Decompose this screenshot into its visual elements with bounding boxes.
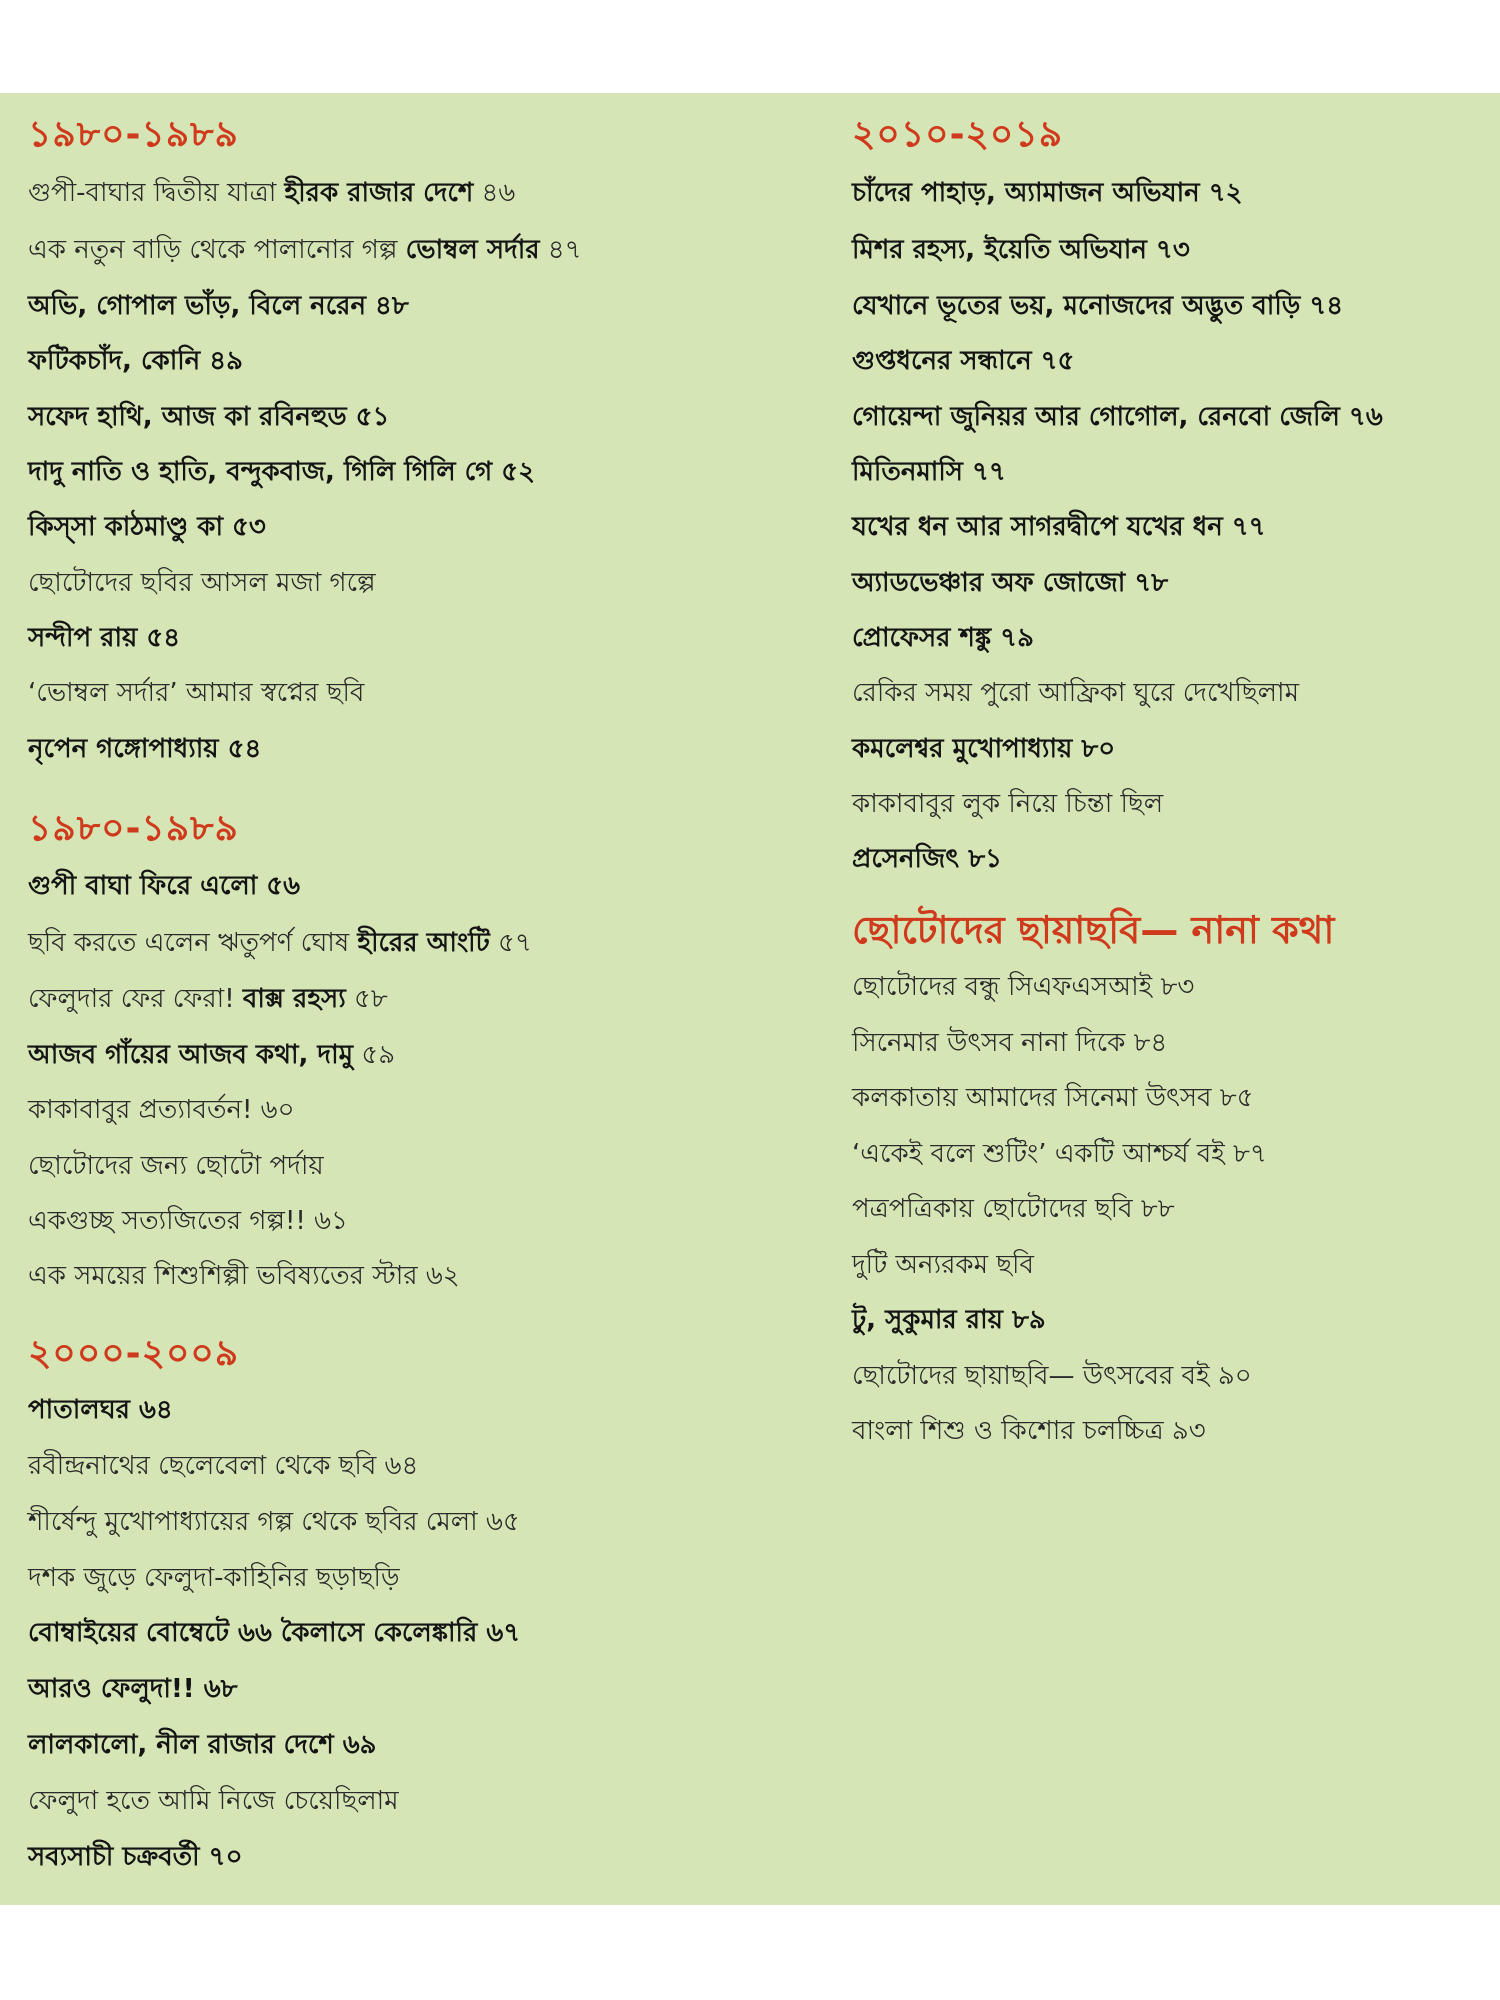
toc-entry: ছোটোদের জন্য ছোটো পর্দায় (28, 1151, 324, 1181)
section-heading: ছোটোদের ছায়াছবি— নানা কথা (852, 908, 1335, 952)
toc-entry: এক সময়ের শিশুশিল্পী ভবিষ্যতের স্টার ৬২ (28, 1261, 460, 1291)
toc-entry: গুপ্তধনের সন্ধানে ৭৫ (852, 346, 1075, 376)
toc-entry: পত্রপত্রিকায় ছোটোদের ছবি ৮৮ (852, 1194, 1175, 1224)
toc-entry: ছোটোদের ছায়াছবি— উৎসবের বই ৯০ (852, 1361, 1252, 1391)
toc-entry: ফেলুদার ফের ফেরা! বাক্স রহস্য ৫৮ (28, 984, 388, 1014)
toc-entry: কিস্সা কাঠমাণ্ডু কা ৫৩ (28, 512, 266, 542)
toc-entry: সফেদ হাথি, আজ কা রবিনহুড ৫১ (28, 402, 390, 432)
toc-entry: আরও ফেলুদা!! ৬৮ (28, 1674, 238, 1704)
toc-entry: চাঁদের পাহাড়, অ্যামাজন অভিযান ৭২ (852, 178, 1243, 208)
toc-entry: যখের ধন আর সাগরদ্বীপে যখের ধন ৭৭ (852, 512, 1266, 542)
toc-entry: ছোটোদের বন্ধু সিএফএসআই ৮৩ (852, 972, 1195, 1002)
toc-entry: এক নতুন বাড়ি থেকে পালানোর গল্প ভোম্বল সর্দার ৪৭ (28, 235, 582, 265)
toc-entry: কলকাতায় আমাদের সিনেমা উৎসব ৮৫ (852, 1083, 1254, 1113)
toc-entry: প্রোফেসর শঙ্কু ৭৯ (852, 623, 1034, 653)
toc-entry: সিনেমার উৎসব নানা দিকে ৮৪ (852, 1028, 1168, 1058)
toc-entry: যেখানে ভূতের ভয়, মনোজদের অদ্ভুত বাড়ি ৭৪ (852, 291, 1344, 321)
toc-entry: বোম্বাইয়ের বোম্বেটে ৬৬ কৈলাসে কেলেঙ্কারি ৬৭ (28, 1618, 521, 1648)
toc-entry: আজব গাঁয়ের আজব কথা, দামু ৫৯ (28, 1040, 396, 1070)
toc-entry: দশক জুড়ে ফেলুদা-কাহিনির ছড়াছড়ি (28, 1563, 400, 1593)
section-heading: ১৯৮০-১৯৮৯ (28, 114, 239, 155)
toc-entry: শীর্ষেন্দু মুখোপাধ্যায়ের গল্প থেকে ছবির মেলা ৬৫ (28, 1507, 520, 1537)
toc-entry: গোয়েন্দা জুনিয়র আর গোগোল, রেনবো জেলি ৭৬ (852, 402, 1383, 432)
toc-entry: পাতালঘর ৬৪ (28, 1395, 173, 1425)
toc-entry: একগুচ্ছ সত্যজিতের গল্প!! ৬১ (28, 1206, 348, 1236)
toc-entry: মিতিনমাসি ৭৭ (852, 457, 1006, 487)
toc-entry: বাংলা শিশু ও কিশোর চলচ্চিত্র ৯৩ (852, 1416, 1206, 1446)
toc-entry: মিশর রহস্য, ইয়েতি অভিযান ৭৩ (852, 235, 1190, 265)
toc-entry: ‘একেই বলে শুটিং’ একটি আশ্চর্য বই ৮৭ (852, 1139, 1267, 1169)
toc-entry: ছবি করতে এলেন ঋতুপর্ণ ঘোষ হীরের আংটি ৫৭ (28, 928, 532, 958)
toc-entry: প্রসেনজিৎ ৮১ (852, 844, 1002, 874)
toc-entry: সব্যসাচী চক্রবর্তী ৭০ (28, 1842, 243, 1872)
toc-entry: গুপী বাঘা ফিরে এলো ৫৬ (28, 871, 301, 901)
section-heading: ১৯৮০-১৯৮৯ (28, 808, 239, 849)
toc-entry: লালকালো, নীল রাজার দেশে ৬৯ (28, 1730, 377, 1760)
toc-entry: অ্যাডভেঞ্চার অফ জোজো ৭৮ (852, 568, 1169, 598)
toc-entry: ফটিকচাঁদ, কোনি ৪৯ (28, 346, 243, 376)
toc-entry: সন্দীপ রায় ৫৪ (28, 623, 181, 653)
contents-page (0, 93, 1500, 1905)
toc-entry: অভি, গোপাল ভাঁড়, বিলে নরেন ৪৮ (28, 291, 409, 321)
section-heading: ২০১০-২০১৯ (852, 114, 1064, 155)
toc-entry: ছোটোদের ছবির আসল মজা গল্পে (28, 568, 376, 598)
toc-entry: দাদু নাতি ও হাতি, বন্দুকবাজ, গিলি গিলি গে ৫২ (28, 457, 536, 487)
toc-entry: রেকির সময় পুরো আফ্রিকা ঘুরে দেখেছিলাম (852, 678, 1300, 708)
toc-entry: কমলেশ্বর মুখোপাধ্যায় ৮০ (852, 734, 1116, 764)
toc-entry: কাকাবাবুর লুক নিয়ে চিন্তা ছিল (852, 789, 1164, 819)
toc-entry: গুপী-বাঘার দ্বিতীয় যাত্রা হীরক রাজার দেশে ৪৬ (28, 178, 516, 208)
toc-entry: নৃপেন গঙ্গোপাধ্যায় ৫৪ (28, 734, 262, 764)
section-heading: ২০০০-২০০৯ (28, 1333, 240, 1374)
toc-entry: দুটি অন্যরকম ছবি (852, 1250, 1034, 1280)
toc-entry: কাকাবাবুর প্রত্যাবর্তন! ৬০ (28, 1095, 295, 1125)
toc-entry: ফেলুদা হতে আমি নিজে চেয়েছিলাম (28, 1786, 399, 1816)
toc-entry: টু, সুকুমার রায় ৮৯ (852, 1305, 1046, 1335)
toc-entry: ‘ভোম্বল সর্দার’ আমার স্বপ্নের ছবি (28, 678, 365, 708)
toc-entry: রবীন্দ্রনাথের ছেলেবেলা থেকে ছবি ৬৪ (28, 1451, 419, 1481)
